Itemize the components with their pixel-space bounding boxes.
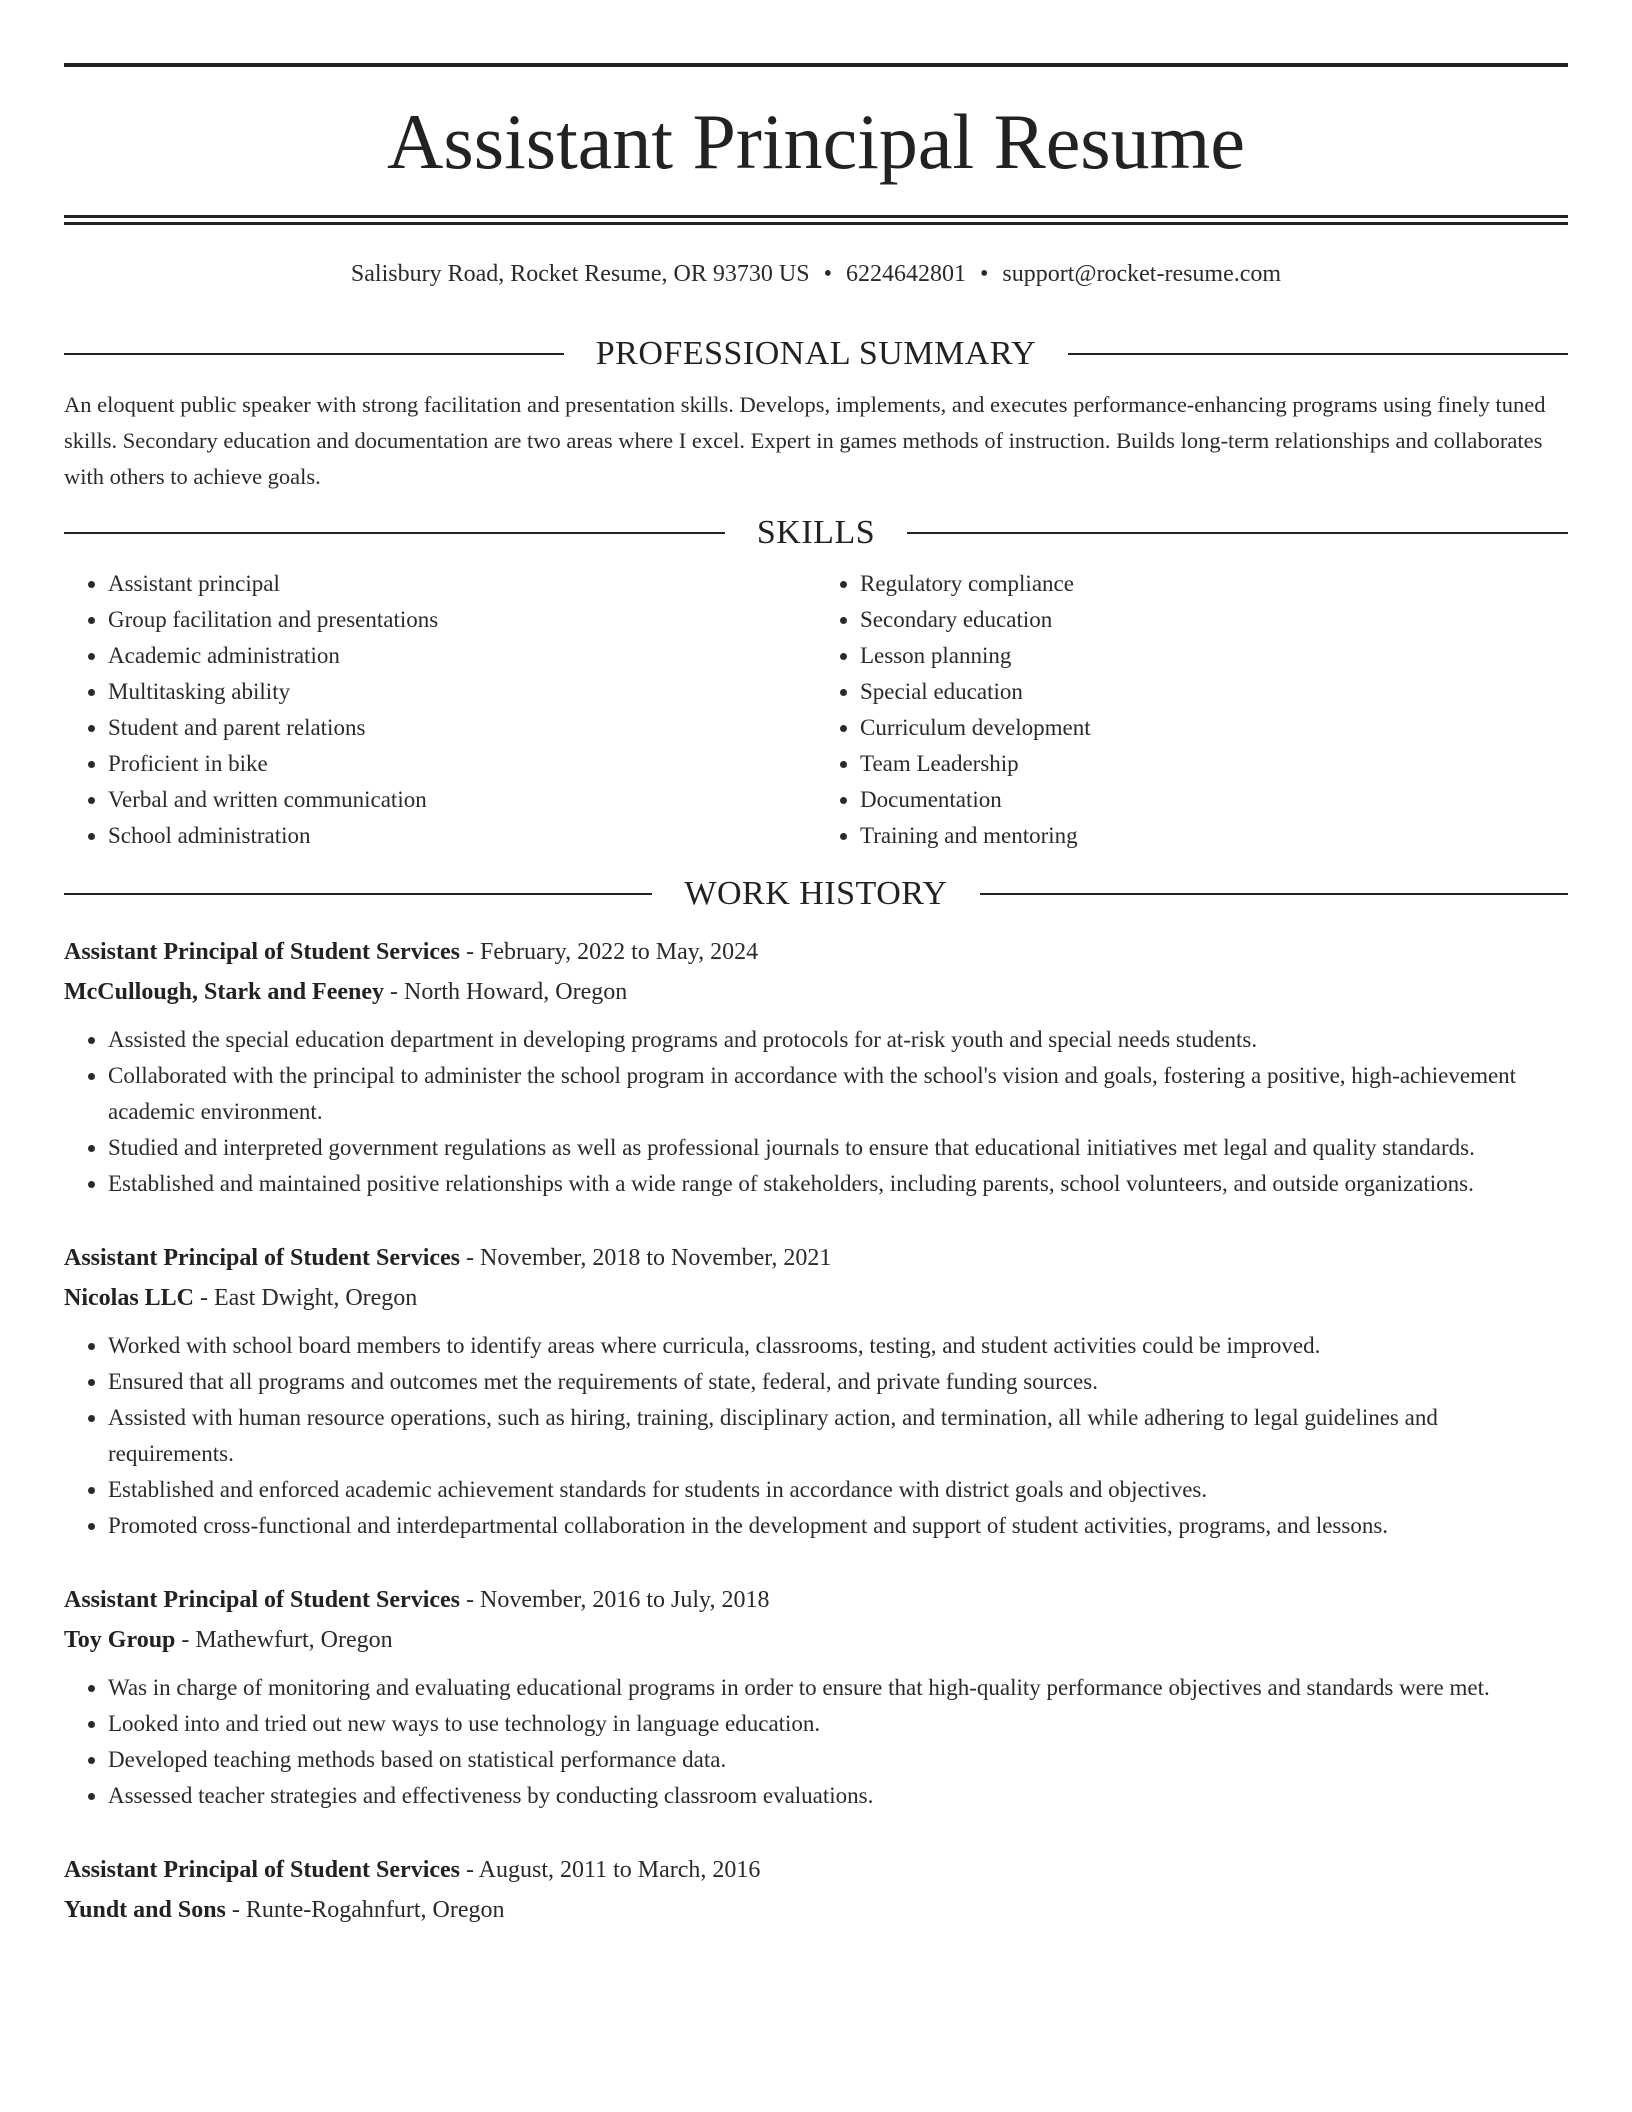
job-company: Yundt and Sons <box>64 1897 226 1924</box>
job-bullets <box>64 1328 1568 1544</box>
contact-phone: 6224642801 <box>845 261 966 287</box>
summary-heading: PROFESSIONAL SUMMARY <box>595 335 1037 372</box>
job-bullet: • Studied and interpreted government regulations as well as professional journals to ensure that educational initiatives met legal and quality standards. <box>108 1130 1568 1166</box>
job-bullet: • Established and enforced academic achievement standards for students in accordance with district goals and objectives. <box>108 1472 1568 1508</box>
job-company-line <box>64 1620 1568 1660</box>
job-bullets <box>64 1022 1568 1202</box>
skill-item: • Academic administration <box>108 638 816 674</box>
job-bullets <box>64 1670 1568 1814</box>
skill-item: • School administration <box>108 818 816 854</box>
job-bullet: • Assisted with human resource operations, such as hiring, training, disciplinary action, and termination, all while adhering to legal guidelines and requirements. <box>108 1400 1568 1472</box>
section-rule-left <box>64 532 725 534</box>
work-heading: WORK HISTORY <box>684 874 948 912</box>
job-title: Assistant Principal of Student Services <box>64 939 460 966</box>
job-company: Toy Group <box>64 1627 176 1654</box>
job-company: McCullough, Stark and Feeney <box>64 979 385 1006</box>
skills-list <box>64 566 1568 854</box>
job-location: - North Howard, Oregon <box>384 979 628 1006</box>
job-company: Nicolas LLC <box>64 1285 195 1312</box>
contact-email: support@rocket-resume.com <box>1002 261 1282 287</box>
work-section-heading <box>64 874 1568 915</box>
job-dates: - November, 2018 to November, 2021 <box>460 1245 832 1272</box>
skill-item: • Assistant principal <box>108 566 816 602</box>
job-location: - East Dwight, Oregon <box>194 1285 418 1312</box>
top-rule <box>64 63 1568 67</box>
resume-title: Assistant Principal Resume <box>387 98 1245 185</box>
section-rule-left <box>64 353 564 355</box>
job-company-line <box>64 972 1568 1012</box>
skills-column-left <box>64 566 816 854</box>
job-dates: - February, 2022 to May, 2024 <box>460 939 759 966</box>
title-double-rule <box>64 215 1568 225</box>
section-rule-right <box>1068 353 1568 355</box>
job-bullet: • Established and maintained positive relationships with a wide range of stakeholders, including parents, school volunteers, and outside organizations. <box>108 1166 1568 1202</box>
job-bullet: • Assisted the special education department in developing programs and protocols for at-risk youth and special needs students. <box>108 1022 1568 1058</box>
job-title-line <box>64 932 1568 972</box>
job-title: Assistant Principal of Student Services <box>64 1587 460 1614</box>
skill-item: • Lesson planning <box>860 638 1568 674</box>
job-bullet: • Was in charge of monitoring and evaluating educational programs in order to ensure that high-quality performance objectives and standards were met. <box>108 1670 1568 1706</box>
skill-item: • Secondary education <box>860 602 1568 638</box>
job-bullet: • Developed teaching methods based on statistical performance data. <box>108 1742 1568 1778</box>
skill-item: • Training and mentoring <box>860 818 1568 854</box>
job-dates: - November, 2016 to July, 2018 <box>460 1587 770 1614</box>
skill-item: • Documentation <box>860 782 1568 818</box>
skill-item: • Special education <box>860 674 1568 710</box>
job-location: - Mathewfurt, Oregon <box>175 1627 393 1654</box>
skill-item: • Curriculum development <box>860 710 1568 746</box>
section-rule-right <box>907 532 1568 534</box>
resume-page <box>64 0 1568 1930</box>
contact-address: Salisbury Road, Rocket Resume, OR 93730 US <box>350 261 810 287</box>
job-company-line <box>64 1278 1568 1318</box>
job-company-line <box>64 1890 1568 1930</box>
job-entry <box>64 1850 1568 1930</box>
job-entry <box>64 1580 1568 1814</box>
contact-line <box>64 261 1568 288</box>
job-title: Assistant Principal of Student Services <box>64 1245 460 1272</box>
skill-item: • Proficient in bike <box>108 746 816 782</box>
skill-item: • Team Leadership <box>860 746 1568 782</box>
job-bullet: • Ensured that all programs and outcomes met the requirements of state, federal, and private funding sources. <box>108 1364 1568 1400</box>
job-location: - Runte-Rogahnfurt, Oregon <box>225 1897 505 1924</box>
summary-section-heading <box>64 334 1568 375</box>
job-bullet: • Assessed teacher strategies and effectiveness by conducting classroom evaluations. <box>108 1778 1568 1814</box>
job-title-line <box>64 1850 1568 1890</box>
section-rule-left <box>64 893 652 895</box>
job-title: Assistant Principal of Student Services <box>64 1857 460 1884</box>
skills-section-heading <box>64 513 1568 554</box>
job-entry <box>64 1238 1568 1544</box>
job-bullet: • Promoted cross-functional and interdepartmental collaboration in the development and support of student activities, programs, and lessons. <box>108 1508 1568 1544</box>
contact-separator: • <box>979 261 989 287</box>
skill-item: • Student and parent relations <box>108 710 816 746</box>
job-bullet: • Collaborated with the principal to administer the school program in accordance with the school's vision and goals, fostering a positive, high-achievement academic environment. <box>108 1058 1568 1130</box>
summary-text: An eloquent public speaker with strong facilitation and presentation skills. Develops, implements, and executes performance-enhancing programs using finely tuned skills. Secondary education and documentation are two areas where I excel. Expert in games methods of instruction. Builds long-term relationships and collaborates with others to achieve goals. <box>64 391 1546 489</box>
job-bullet: • Worked with school board members to identify areas where curricula, classrooms, testing, and student activities could be improved. <box>108 1328 1568 1364</box>
job-bullet: • Looked into and tried out new ways to use technology in language education. <box>108 1706 1568 1742</box>
skill-item: • Group facilitation and presentations <box>108 602 816 638</box>
job-dates: - August, 2011 to March, 2016 <box>460 1857 761 1884</box>
job-title-line <box>64 1238 1568 1278</box>
job-title-line <box>64 1580 1568 1620</box>
skills-heading: SKILLS <box>756 513 876 551</box>
contact-separator: • <box>823 261 832 287</box>
job-entry <box>64 932 1568 1202</box>
skills-column-right <box>816 566 1568 854</box>
section-rule-right <box>980 893 1568 895</box>
skill-item: • Multitasking ability <box>108 674 816 710</box>
skill-item: • Regulatory compliance <box>860 566 1568 602</box>
work-history-list <box>64 932 1568 1930</box>
skill-item: • Verbal and written communication <box>108 782 816 818</box>
